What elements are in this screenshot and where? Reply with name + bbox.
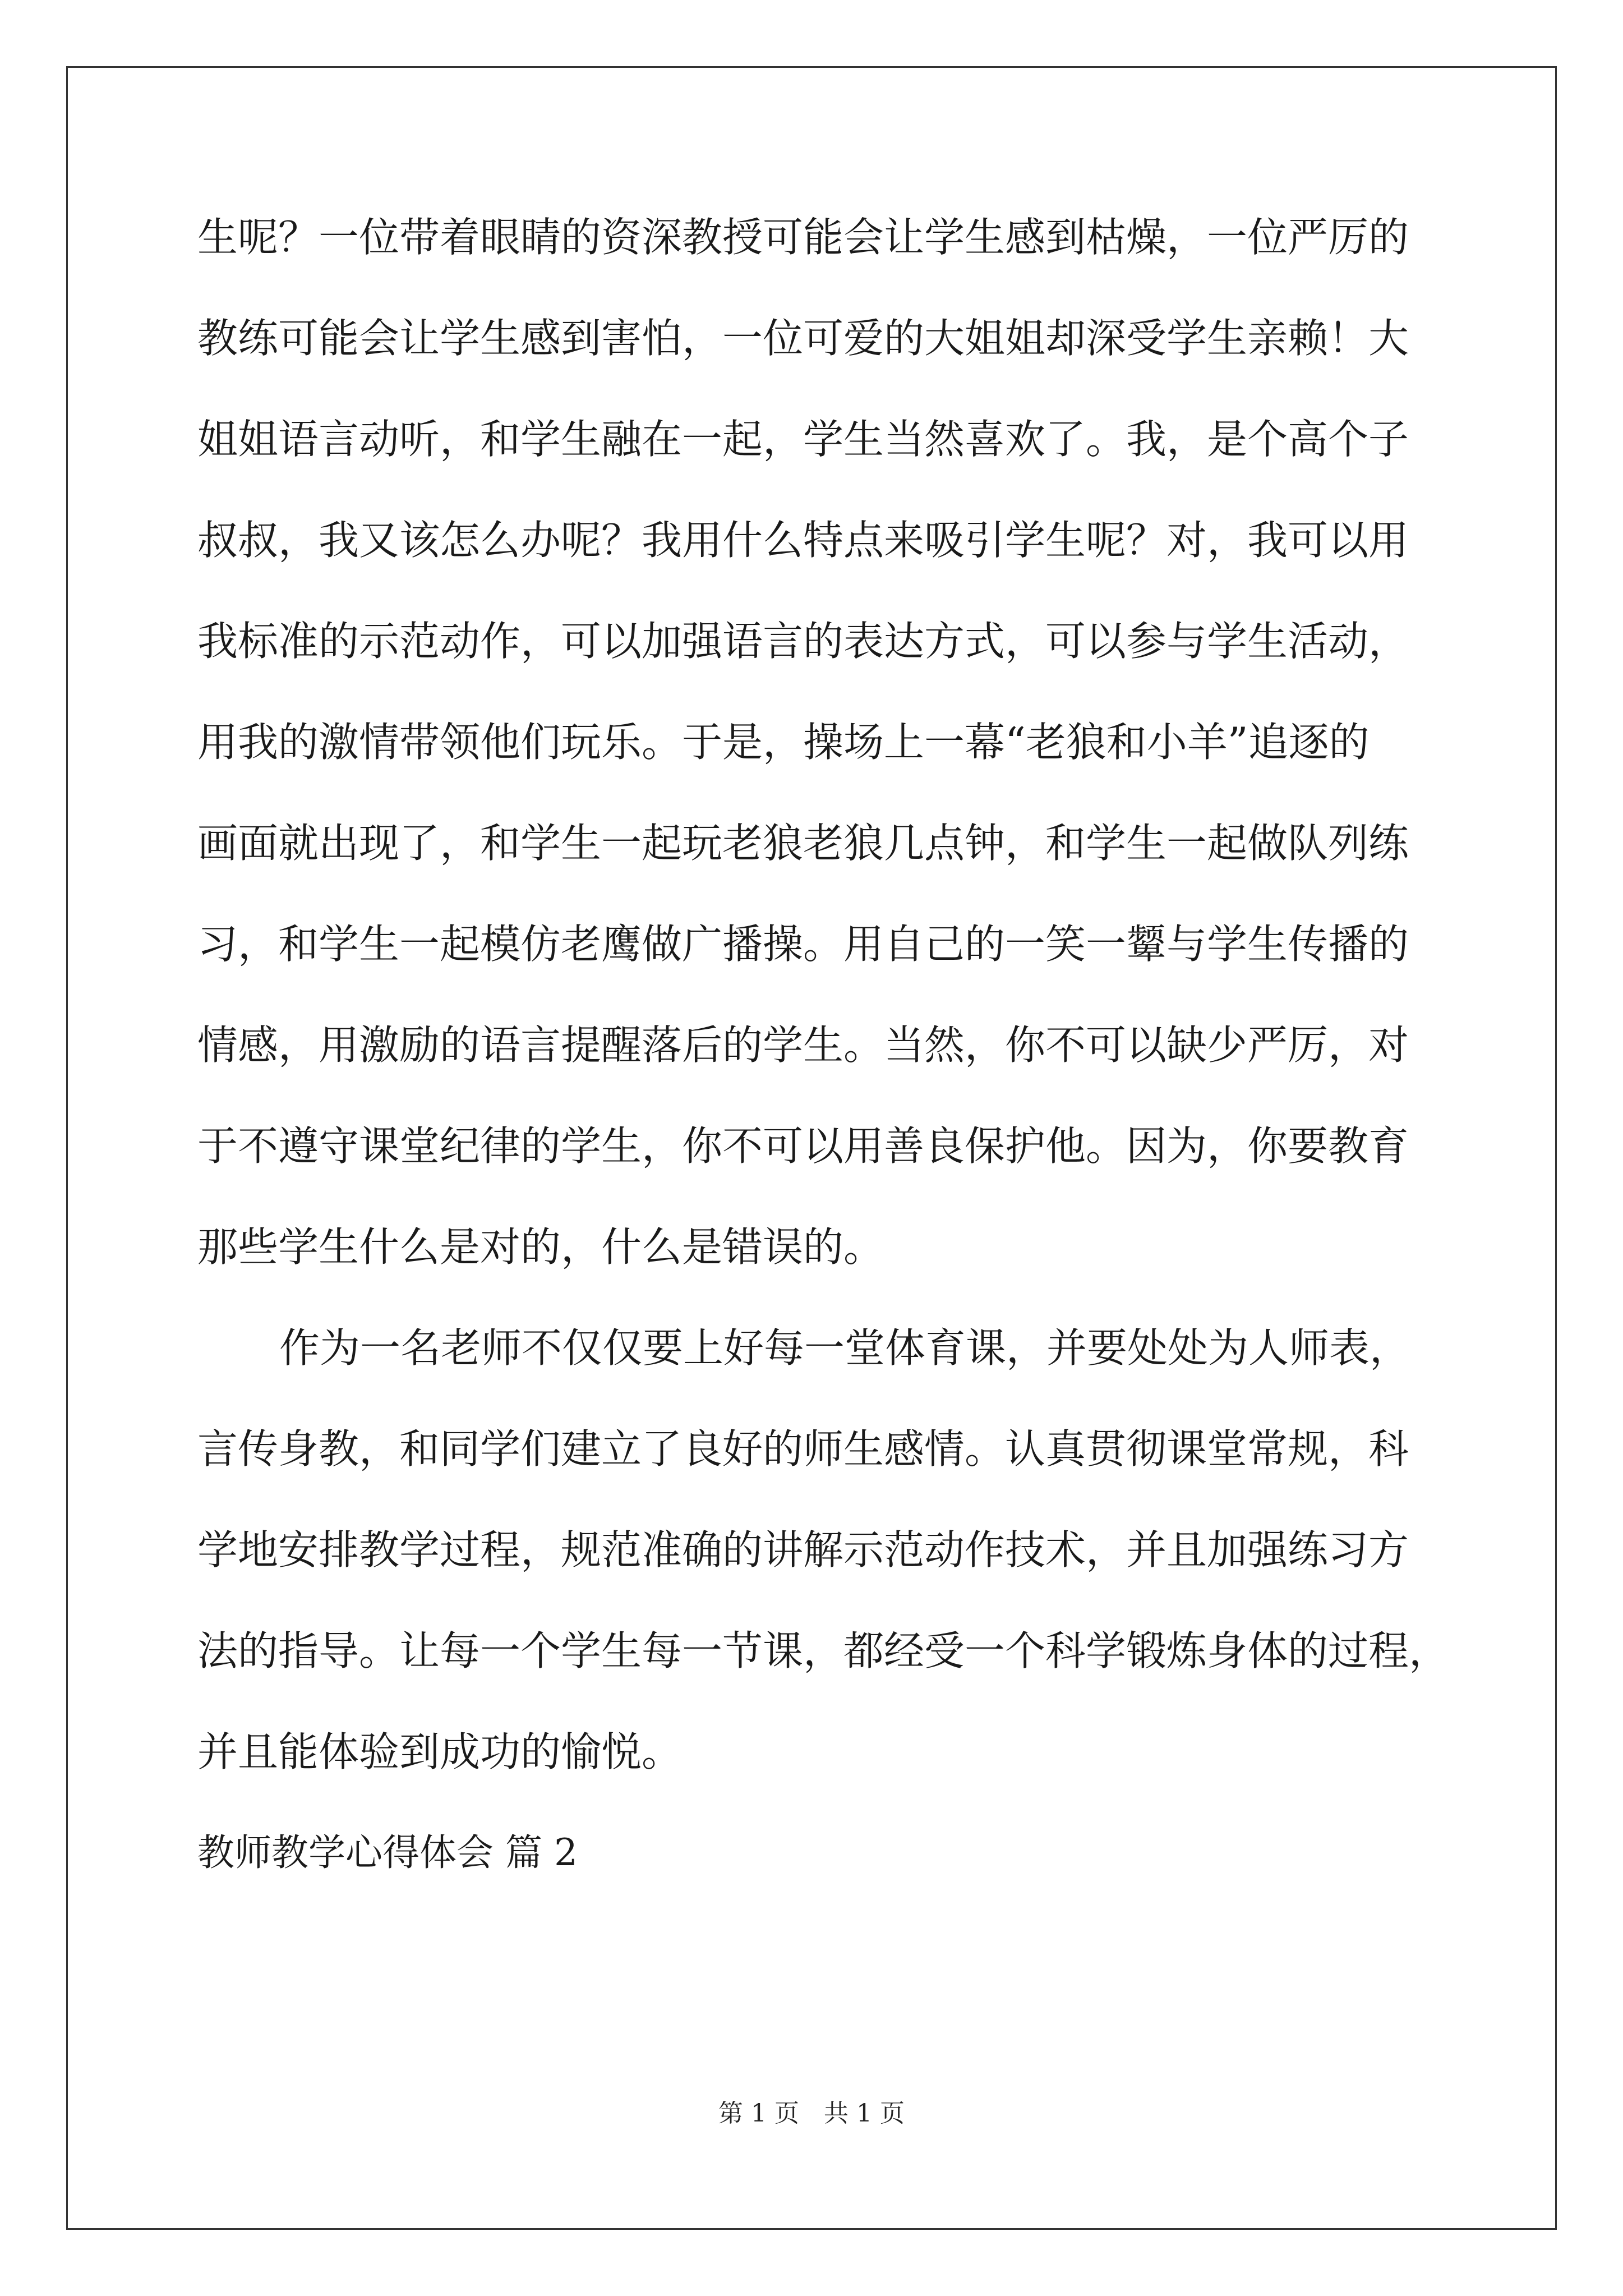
text-line: 情感，用激励的语言提醒落后的学生。当然，你不可以缺少严厉，对 (197, 1022, 1409, 1069)
text-line: 姐姐语言动听，和学生融在一起，学生当然喜欢了。我，是个高个子 (197, 416, 1409, 463)
text-line: 于不遵守课堂纪律的学生，你不可以用善良保护他。因为，你要教育 (197, 1122, 1409, 1170)
text-line: 我标准的示范动作，可以加强语言的表达方式，可以参与学生活动， (197, 618, 1409, 665)
text-line: 言传身教，和同学们建立了良好的师生感情。认真贯彻课堂常规，科 (197, 1425, 1409, 1473)
text-line: 生呢？一位带着眼睛的资深教授可能会让学生感到枯燥，一位严厉的 (197, 214, 1409, 261)
section-heading: 教师教学心得体会 篇 2 (197, 1831, 578, 1874)
text-line: 那些学生什么是对的，什么是错误的。 (197, 1223, 884, 1271)
paragraph-first-line: 作为一名老师不仅仅要上好每一堂体育课，并要处处为人师表， (279, 1324, 1410, 1372)
text-line: 并且能体验到成功的愉悦。 (197, 1728, 683, 1775)
text-line: 叔叔，我又该怎么办呢？我用什么特点来吸引学生呢？对，我可以用 (197, 517, 1409, 564)
text-line: 画面就出现了，和学生一起玩老狼老狼几点钟，和学生一起做队列练 (197, 820, 1409, 867)
text-line: 用我的激情带领他们玩乐。于是，操场上一幕“老狼和小羊”追逐的 (197, 719, 1370, 766)
document-body (197, 209, 1487, 1926)
text-line: 习，和学生一起模仿老鹰做广播操。用自己的一笑一颦与学生传播的 (197, 921, 1409, 968)
text-line: 教练可能会让学生感到害怕，一位可爱的大姐姐却深受学生亲赖！大 (197, 315, 1409, 362)
page-footer: 第 1 页 共 1 页 (718, 2099, 905, 2128)
text-line: 法的指导。让每一个学生每一节课，都经受一个科学锻炼身体的过程， (197, 1627, 1450, 1674)
text-line: 学地安排教学过程，规范准确的讲解示范动作技术，并且加强练习方 (197, 1526, 1409, 1573)
